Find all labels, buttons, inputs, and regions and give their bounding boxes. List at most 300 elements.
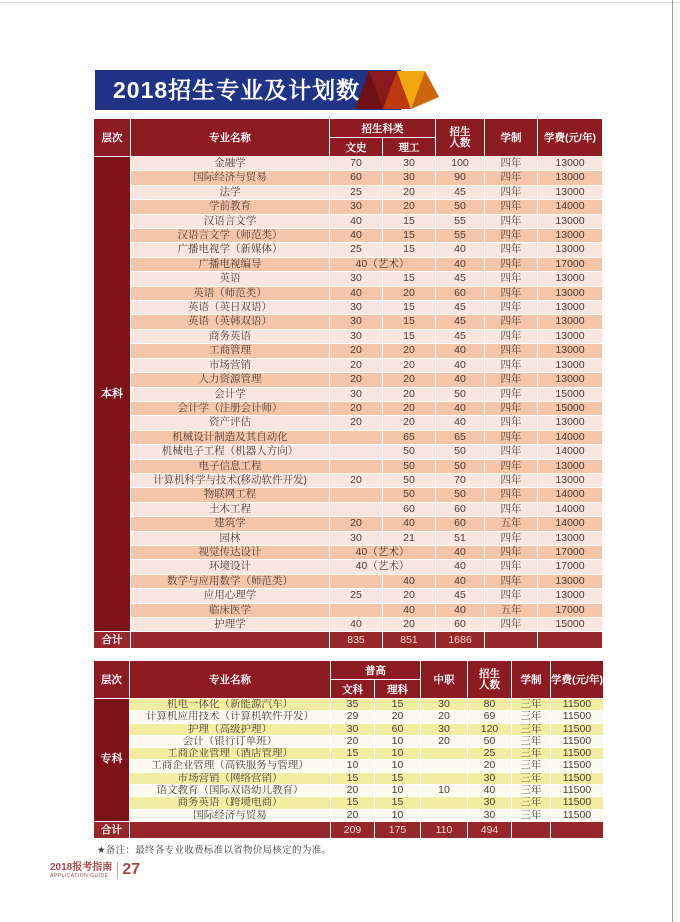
- cell-major: 护理学: [131, 618, 329, 631]
- cell-years: 三年: [512, 785, 550, 796]
- cell-fee: 14000: [538, 200, 602, 213]
- table-row: [94, 243, 602, 256]
- cell-years: 四年: [485, 460, 537, 473]
- t2-header-zhongzhi: 中职: [421, 661, 467, 698]
- cell-students: 20: [468, 760, 511, 771]
- footer-divider: [117, 862, 118, 879]
- cell-ligong: 20: [383, 373, 435, 386]
- cell-zhongzhi: 10: [421, 785, 467, 796]
- cell-fee: 17000: [538, 560, 602, 573]
- cell-fee: 13000: [538, 416, 602, 429]
- cell-ligong: 15: [383, 229, 435, 242]
- cell-fee: 11500: [551, 773, 603, 784]
- table-row: [94, 546, 602, 559]
- table-row: [94, 810, 603, 821]
- cell-years: 五年: [485, 604, 537, 617]
- cell-fee: 15000: [538, 618, 602, 631]
- cell-wenke: 10: [331, 760, 374, 771]
- cell-fee: 15000: [538, 388, 602, 401]
- cell-major: 英语（师范类）: [131, 287, 329, 300]
- cell-students: 50: [436, 200, 484, 213]
- table-row: [94, 373, 602, 386]
- cell-wenshi: 30: [330, 315, 382, 328]
- cell-like: 10: [375, 810, 420, 821]
- totals-row: [94, 632, 602, 648]
- fee-note: ★备注：最终各专业收费标准以省物价局核定的为准。: [97, 845, 332, 856]
- table-row: [94, 330, 602, 343]
- totals-label: 合计: [94, 632, 130, 648]
- cell-major: 学前教育: [131, 200, 329, 213]
- table-row: [94, 711, 603, 722]
- cell-fee: 11500: [551, 785, 603, 796]
- cell-wenshi: 40（艺术）: [330, 546, 435, 559]
- cell-ligong: 30: [383, 171, 435, 184]
- cell-students: 45: [436, 272, 484, 285]
- cell-ligong: 65: [383, 431, 435, 444]
- cell-students: 45: [436, 589, 484, 602]
- cell-wenke: 15: [331, 748, 374, 759]
- table-row: [94, 532, 602, 545]
- cell-students: 80: [468, 699, 511, 710]
- cell-fee: 13000: [538, 301, 602, 314]
- cell-wenshi: 70: [330, 157, 382, 170]
- table-row: [94, 402, 602, 415]
- cell-years: 四年: [485, 359, 537, 372]
- totals-cell: [551, 822, 603, 838]
- cell-students: 50: [468, 736, 511, 747]
- cell-wenshi: 30: [330, 330, 382, 343]
- table-row: [94, 258, 602, 271]
- t2-header-wenke: 文科: [331, 680, 374, 698]
- cell-major: 国际经济与贸易: [131, 171, 329, 184]
- cell-years: 三年: [512, 724, 550, 735]
- cell-students: 45: [436, 301, 484, 314]
- cell-fee: 13000: [538, 243, 602, 256]
- totals-cell: 110: [421, 822, 467, 838]
- totals-cell: [512, 822, 550, 838]
- cell-years: 四年: [485, 215, 537, 228]
- cell-fee: 14000: [538, 431, 602, 444]
- cell-students: 30: [468, 797, 511, 808]
- cell-wenshi: 30: [330, 272, 382, 285]
- cell-years: 四年: [485, 402, 537, 415]
- cell-zhongzhi: 30: [421, 724, 467, 735]
- cell-years: 四年: [485, 560, 537, 573]
- college-table: [93, 660, 604, 839]
- cell-years: 四年: [485, 488, 537, 501]
- cell-wenke: 20: [331, 785, 374, 796]
- table-row: [94, 604, 602, 617]
- cell-fee: 14000: [538, 488, 602, 501]
- t2-header-level: 层次: [94, 661, 129, 698]
- cell-wenshi: 20: [330, 344, 382, 357]
- cell-major: 工商管理: [131, 344, 329, 357]
- totals-cell: [131, 632, 329, 648]
- cell-major: 视觉传达设计: [131, 546, 329, 559]
- cell-years: 四年: [485, 330, 537, 343]
- cell-wenshi: 20: [330, 373, 382, 386]
- cell-wenshi: 40（艺术）: [330, 258, 435, 271]
- table-row: [94, 488, 602, 501]
- cell-students: 45: [436, 315, 484, 328]
- cell-ligong: 15: [383, 330, 435, 343]
- cell-students: 40: [436, 359, 484, 372]
- cell-wenshi: 60: [330, 171, 382, 184]
- cell-wenshi: [330, 503, 382, 516]
- cell-major: 机械设计制造及其自动化: [131, 431, 329, 444]
- cell-years: 四年: [485, 416, 537, 429]
- t2-header-years: 学制: [512, 661, 550, 698]
- cell-major: 商务英语（跨境电商）: [130, 797, 330, 808]
- cell-fee: 15000: [538, 402, 602, 415]
- cell-ligong: 20: [383, 359, 435, 372]
- cell-students: 60: [436, 618, 484, 631]
- cell-major: 汉语言文学: [131, 215, 329, 228]
- table-row: [94, 589, 602, 602]
- guide-logo: [50, 862, 112, 879]
- table-row: [94, 229, 602, 242]
- table-row: [94, 503, 602, 516]
- cell-wenshi: 30: [330, 532, 382, 545]
- cell-like: 10: [375, 736, 420, 747]
- cell-fee: 14000: [538, 517, 602, 530]
- cell-students: 45: [436, 186, 484, 199]
- cell-students: 40: [436, 243, 484, 256]
- table-row: [94, 301, 602, 314]
- cell-fee: 13000: [538, 373, 602, 386]
- level-label: 专科: [94, 699, 129, 821]
- cell-students: 25: [468, 748, 511, 759]
- table-row: [94, 785, 603, 796]
- cell-major: 物联网工程: [131, 488, 329, 501]
- cell-ligong: 21: [383, 532, 435, 545]
- cell-years: 四年: [485, 200, 537, 213]
- cell-students: 90: [436, 171, 484, 184]
- t1-header-ligong: 理工: [383, 138, 435, 156]
- t1-header-level: 层次: [94, 119, 130, 156]
- cell-fee: 13000: [538, 474, 602, 487]
- cell-fee: 11500: [551, 810, 603, 821]
- t2-header-fee: 学费(元/年): [551, 661, 603, 698]
- table-row: [94, 760, 603, 771]
- cell-years: 四年: [485, 373, 537, 386]
- cell-years: 五年: [485, 517, 537, 530]
- cell-students: 60: [436, 517, 484, 530]
- cell-wenshi: 30: [330, 388, 382, 401]
- cell-major: 资产评估: [131, 416, 329, 429]
- cell-zhongzhi: 20: [421, 711, 467, 722]
- table-row: [94, 359, 602, 372]
- table-row: [94, 748, 603, 759]
- cell-major: 建筑学: [131, 517, 329, 530]
- cell-wenshi: 20: [330, 402, 382, 415]
- table-row: [94, 200, 602, 213]
- cell-major: 护理（高级护理）: [130, 724, 330, 735]
- cell-wenke: 15: [331, 773, 374, 784]
- cell-wenshi: 30: [330, 200, 382, 213]
- undergraduate-table: [93, 118, 603, 649]
- cell-years: 四年: [485, 589, 537, 602]
- t2-header-like: 理科: [375, 680, 420, 698]
- cell-students: 51: [436, 532, 484, 545]
- cell-major: 临床医学: [131, 604, 329, 617]
- table-row: [94, 618, 602, 631]
- cell-major: 广播电视编导: [131, 258, 329, 271]
- t2-header-students: 招生人数: [468, 661, 511, 698]
- table-row: [94, 575, 602, 588]
- cell-wenshi: 40: [330, 618, 382, 631]
- cell-major: 英语: [131, 272, 329, 285]
- totals-cell: [130, 822, 330, 838]
- t2-header-category: 普高: [331, 661, 420, 679]
- cell-ligong: 20: [383, 618, 435, 631]
- college-table-body: [94, 699, 603, 838]
- cell-ligong: 60: [383, 503, 435, 516]
- cell-like: 15: [375, 773, 420, 784]
- cell-students: 65: [436, 431, 484, 444]
- cell-ligong: 15: [383, 272, 435, 285]
- cell-ligong: 20: [383, 416, 435, 429]
- cell-ligong: 50: [383, 488, 435, 501]
- table-row: [94, 416, 602, 429]
- table-row: [94, 272, 602, 285]
- cell-major: 金融学: [131, 157, 329, 170]
- page-top-rule: [0, 2, 680, 3]
- cell-fee: 11500: [551, 748, 603, 759]
- table-row: [94, 460, 602, 473]
- cell-fee: 17000: [538, 546, 602, 559]
- cell-major: 电子信息工程: [131, 460, 329, 473]
- cell-fee: 13000: [538, 532, 602, 545]
- t1-header-wenshi: 文史: [330, 138, 382, 156]
- t1-header-fee: 学费(元/年): [538, 119, 602, 156]
- cell-students: 40: [436, 416, 484, 429]
- cell-wenshi: 20: [330, 474, 382, 487]
- cell-wenshi: 25: [330, 186, 382, 199]
- cell-major: 工商企业管理（酒店管理）: [130, 748, 330, 759]
- cell-like: 10: [375, 748, 420, 759]
- cell-students: 30: [468, 810, 511, 821]
- cell-fee: 11500: [551, 797, 603, 808]
- table-row: [94, 736, 603, 747]
- cell-major: 园林: [131, 532, 329, 545]
- cell-ligong: 30: [383, 157, 435, 170]
- cell-fee: 11500: [551, 711, 603, 722]
- cell-major: 环境设计: [131, 560, 329, 573]
- page-title: 2018招生专业及计划数: [113, 77, 361, 103]
- cell-fee: 13000: [538, 575, 602, 588]
- cell-wenke: 35: [331, 699, 374, 710]
- cell-students: 50: [436, 445, 484, 458]
- cell-wenke: 30: [331, 724, 374, 735]
- guide-title-cn: 2018报考指南: [50, 861, 113, 873]
- cell-zhongzhi: 20: [421, 736, 467, 747]
- cell-students: 120: [468, 724, 511, 735]
- cell-years: 三年: [512, 773, 550, 784]
- cell-major: 人力资源管理: [131, 373, 329, 386]
- cell-wenshi: 20: [330, 416, 382, 429]
- cell-ligong: 20: [383, 287, 435, 300]
- cell-wenshi: [330, 604, 382, 617]
- cell-major: 市场营销: [131, 359, 329, 372]
- cell-zhongzhi: [421, 810, 467, 821]
- cell-years: 三年: [512, 699, 550, 710]
- cell-wenke: 15: [331, 797, 374, 808]
- cell-years: 四年: [485, 344, 537, 357]
- cell-students: 30: [468, 773, 511, 784]
- table-row: [94, 474, 602, 487]
- cell-like: 60: [375, 724, 420, 735]
- table-row: [94, 287, 602, 300]
- page-footer: [50, 861, 140, 879]
- cell-ligong: 20: [383, 186, 435, 199]
- totals-cell: 835: [330, 632, 382, 648]
- cell-wenshi: 40（艺术）: [330, 560, 435, 573]
- cell-fee: 17000: [538, 604, 602, 617]
- cell-students: 55: [436, 229, 484, 242]
- cell-fee: 13000: [538, 344, 602, 357]
- cell-years: 三年: [512, 797, 550, 808]
- cell-major: 国际经济与贸易: [130, 810, 330, 821]
- cell-ligong: 20: [383, 200, 435, 213]
- cell-students: 40: [436, 258, 484, 271]
- cell-students: 45: [436, 330, 484, 343]
- cell-wenshi: 25: [330, 243, 382, 256]
- cell-students: 50: [436, 488, 484, 501]
- cell-years: 四年: [485, 272, 537, 285]
- cell-like: 10: [375, 785, 420, 796]
- cell-years: 四年: [485, 171, 537, 184]
- cell-major: 广播电视学（新媒体）: [131, 243, 329, 256]
- cell-ligong: 40: [383, 575, 435, 588]
- cell-years: 三年: [512, 760, 550, 771]
- cell-wenshi: 20: [330, 359, 382, 372]
- cell-ligong: 50: [383, 445, 435, 458]
- banner-triangles-decoration: [355, 71, 439, 109]
- cell-ligong: 20: [383, 589, 435, 602]
- cell-years: 四年: [485, 287, 537, 300]
- cell-wenshi: [330, 488, 382, 501]
- table-row: [94, 773, 603, 784]
- cell-years: 四年: [485, 445, 537, 458]
- cell-ligong: 50: [383, 460, 435, 473]
- cell-wenshi: 25: [330, 589, 382, 602]
- cell-like: 20: [375, 711, 420, 722]
- cell-ligong: 20: [383, 388, 435, 401]
- cell-students: 55: [436, 215, 484, 228]
- cell-wenke: 20: [331, 810, 374, 821]
- cell-major: 汉语言文学（师范类）: [131, 229, 329, 242]
- cell-fee: 13000: [538, 157, 602, 170]
- cell-years: 四年: [485, 474, 537, 487]
- cell-major: 商务英语: [131, 330, 329, 343]
- cell-ligong: 15: [383, 301, 435, 314]
- totals-cell: 494: [468, 822, 511, 838]
- totals-row: [94, 822, 603, 838]
- cell-fee: 13000: [538, 229, 602, 242]
- cell-students: 50: [436, 388, 484, 401]
- cell-major: 会计（银行订单班）: [130, 736, 330, 747]
- t1-header-major: 专业名称: [131, 119, 329, 156]
- cell-ligong: 15: [383, 215, 435, 228]
- table-row: [94, 157, 602, 170]
- undergraduate-table-body: [94, 157, 602, 648]
- cell-students: 69: [468, 711, 511, 722]
- table-row: [94, 186, 602, 199]
- cell-fee: 11500: [551, 760, 603, 771]
- table-row: [94, 388, 602, 401]
- cell-wenshi: 40: [330, 215, 382, 228]
- cell-years: 四年: [485, 243, 537, 256]
- cell-fee: 13000: [538, 171, 602, 184]
- cell-fee: 11500: [551, 736, 603, 747]
- cell-major: 机电一体化（新能源汽车）: [130, 699, 330, 710]
- cell-major: 计算机科学与技术(移动软件开发): [131, 474, 329, 487]
- cell-major: 土木工程: [131, 503, 329, 516]
- cell-wenshi: 30: [330, 301, 382, 314]
- cell-years: 三年: [512, 736, 550, 747]
- cell-years: 三年: [512, 810, 550, 821]
- cell-major: 英语（英日双语）: [131, 301, 329, 314]
- cell-students: 70: [436, 474, 484, 487]
- page-edge-line: [672, 0, 673, 922]
- cell-fee: 14000: [538, 503, 602, 516]
- table-row: [94, 171, 602, 184]
- cell-fee: 11500: [551, 724, 603, 735]
- table-row: [94, 445, 602, 458]
- table-row: [94, 431, 602, 444]
- cell-major: 应用心理学: [131, 589, 329, 602]
- cell-students: 40: [436, 560, 484, 573]
- level-label: 本科: [94, 157, 130, 631]
- cell-major: 语文教育（国际双语幼儿教育）: [130, 785, 330, 796]
- cell-wenshi: [330, 460, 382, 473]
- cell-ligong: 20: [383, 402, 435, 415]
- cell-ligong: 40: [383, 517, 435, 530]
- cell-students: 40: [436, 604, 484, 617]
- cell-fee: 13000: [538, 589, 602, 602]
- cell-fee: 13000: [538, 460, 602, 473]
- totals-cell: 175: [375, 822, 420, 838]
- cell-zhongzhi: [421, 797, 467, 808]
- cell-years: 四年: [485, 157, 537, 170]
- cell-students: 60: [436, 287, 484, 300]
- cell-years: 四年: [485, 229, 537, 242]
- cell-major: 英语（英韩双语）: [131, 315, 329, 328]
- cell-students: 50: [436, 460, 484, 473]
- totals-cell: [485, 632, 537, 648]
- cell-years: 四年: [485, 388, 537, 401]
- cell-years: 四年: [485, 503, 537, 516]
- cell-fee: 13000: [538, 315, 602, 328]
- cell-fee: 13000: [538, 330, 602, 343]
- cell-fee: 17000: [538, 258, 602, 271]
- cell-years: 四年: [485, 186, 537, 199]
- cell-ligong: 20: [383, 344, 435, 357]
- cell-fee: 13000: [538, 272, 602, 285]
- cell-wenshi: 40: [330, 287, 382, 300]
- cell-students: 40: [436, 344, 484, 357]
- cell-students: 40: [436, 402, 484, 415]
- cell-like: 15: [375, 699, 420, 710]
- cell-students: 40: [436, 575, 484, 588]
- cell-students: 60: [436, 503, 484, 516]
- table-row: [94, 797, 603, 808]
- page-number: 27: [122, 861, 141, 878]
- cell-wenke: 20: [331, 736, 374, 747]
- cell-major: 计算机应用技术（计算机软件开发）: [130, 711, 330, 722]
- cell-fee: 13000: [538, 186, 602, 199]
